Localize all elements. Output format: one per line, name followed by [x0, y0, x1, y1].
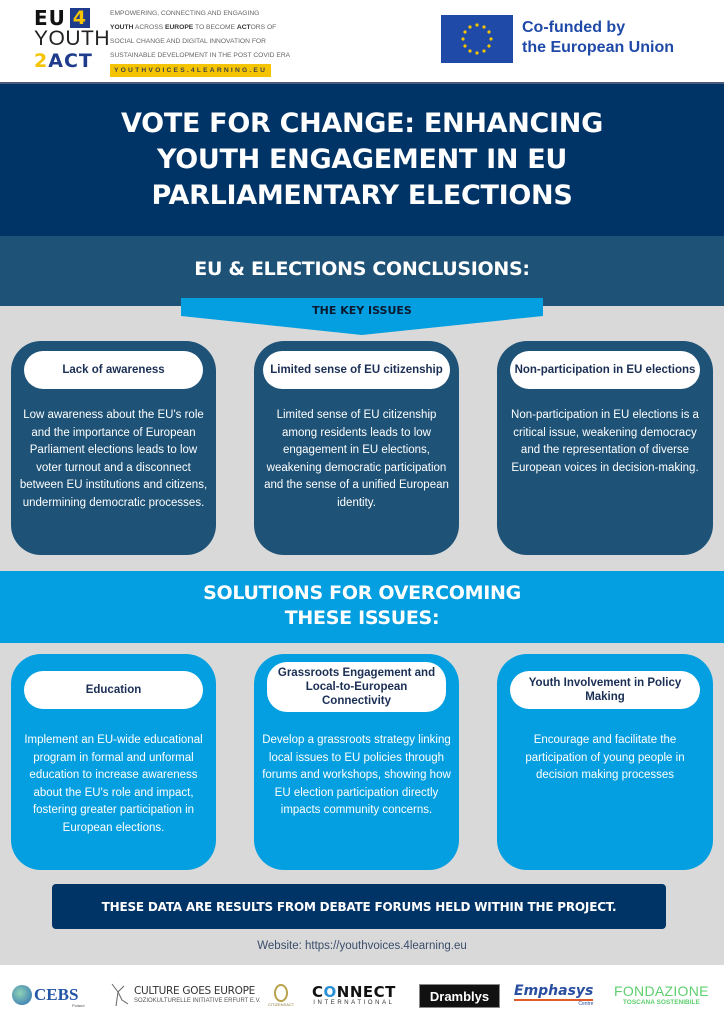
title-line-2: YOUTH ENGAGEMENT IN EU [156, 144, 568, 175]
issue-card-body: Low awareness about the EU's role and the importance of European Parliament elections leads to low voter turnout and a disconnect between EU institutions and citizens, undermining democratic processes. [19, 409, 208, 509]
fondazione-name: FONDAZIONE [614, 983, 709, 999]
solutions-heading [0, 581, 724, 631]
cofunded-label [522, 18, 674, 58]
issue-card-non-participation [497, 341, 713, 555]
partner-logo-emphasys[interactable] [514, 980, 593, 1010]
issue-card-awareness [11, 341, 216, 555]
issue-card-title: Limited sense of EU citizenship [263, 351, 450, 389]
logo-act-text: ACT [48, 50, 93, 72]
issue-card-title: Lack of awareness [24, 351, 203, 389]
partner-logo-connect-international[interactable] [312, 980, 396, 1010]
data-source-note: THESE DATA ARE RESULTS FROM DEBATE FORUMS HELD WITHIN THE PROJECT. [52, 884, 666, 929]
connect-rest: NNECT [336, 983, 396, 1001]
solution-card-grassroots [254, 654, 459, 870]
solutions-heading-line-1: SOLUTIONS FOR OVERCOMING [203, 582, 521, 604]
eu4youth2act-logo [34, 6, 110, 74]
solution-card-youth-policy [497, 654, 713, 870]
header [0, 0, 724, 82]
tagline-youth: YOUTH [110, 24, 134, 31]
tagline-to-become: TO BECOME [193, 24, 237, 31]
solution-card-title: Grassroots Engagement and Local-to-European Connectivity [267, 662, 446, 712]
partner-logo-culture-goes-europe[interactable] [108, 980, 261, 1010]
project-tagline [110, 7, 300, 78]
issue-card-body: Non-participation in EU elections is a critical issue, weakening democracy and the representation of diverse European voices in decision-making. [511, 409, 699, 474]
solution-card-body: Encourage and facilitate the participation of young people in decision making processes [525, 734, 685, 782]
tagline-ors-of: ORS OF [250, 24, 277, 31]
key-issues-ribbon [181, 298, 543, 335]
logo-2-text: 2 [34, 50, 49, 72]
connect-name [312, 984, 396, 1000]
citizensact-emblem-icon [274, 984, 288, 1002]
fondazione-sub: TOSCANA SOSTENIBILE [622, 999, 700, 1006]
partner-logo-dramblys[interactable] [419, 984, 500, 1008]
connect-sub: INTERNATIONAL [313, 1000, 395, 1006]
tagline-across: ACROSS [133, 24, 165, 31]
tagline-europe: EUROPE [165, 24, 194, 31]
cebs-name: CEBS [34, 985, 79, 1004]
connect-o: O [323, 983, 337, 1001]
emphasys-name: Emphasys [514, 982, 594, 999]
solution-card-body: Develop a grassroots strategy linking local issues to EU policies through forums and workshops, showing how EU election participation directly impacts community concerns. [262, 734, 451, 817]
logo-youth-text: YOUTH [34, 27, 110, 50]
issue-card-citizenship [254, 341, 459, 555]
cge-sub: SOZIOKULTURELLE INITIATIVE ERFURT E.V. [134, 997, 261, 1004]
tagline-line-1: EMPOWERING, CONNECTING AND ENGAGING [110, 10, 260, 17]
conclusions-heading: EU & ELECTIONS CONCLUSIONS: [194, 258, 530, 280]
page-title [0, 106, 724, 214]
dancer-figure-icon [108, 982, 130, 1008]
partner-logo-cebs[interactable] [12, 980, 85, 1010]
solution-card-title: Youth Involvement in Policy Making [510, 671, 700, 709]
title-line-3: PARLIAMENTARY ELECTIONS [151, 180, 573, 211]
partner-logo-fondazione-toscana[interactable] [614, 980, 709, 1010]
cebs-sub: Poland [72, 1003, 85, 1008]
conclusions-banner [0, 236, 724, 306]
tagline-line-2 [110, 21, 300, 35]
citizensact-name: CITIZENSACT [268, 1001, 295, 1007]
solution-card-education [11, 654, 216, 870]
issue-card-body: Limited sense of EU citizenship among residents leads to low engagement in EU elections, weakening democratic participation and the sense of a unified European identity. [264, 409, 449, 509]
partner-logo-citizensact[interactable] [268, 980, 294, 1010]
title-banner [0, 82, 724, 236]
website-link[interactable]: Website: https://youthvoices.4learning.eu [257, 940, 467, 952]
emphasys-sub: Centre [578, 1000, 594, 1007]
logo-4-badge: 4 [70, 8, 90, 28]
solution-card-body: Implement an EU-wide educational program in formal and unformal education to increase awareness about the EU's role and impact, fostering greater participation in European elections. [24, 734, 203, 834]
globe-icon [12, 985, 32, 1005]
cge-name: CULTURE GOES EUROPE [134, 984, 255, 997]
title-line-1: VOTE FOR CHANGE: ENHANCING [121, 108, 603, 139]
dramblys-name: Dramblys [429, 988, 490, 1004]
solution-card-title: Education [24, 671, 203, 709]
key-issues-label: THE KEY ISSUES [312, 304, 412, 317]
tagline-line-3: SOCIAL CHANGE AND DIGITAL INNOVATION FOR [110, 38, 266, 45]
solutions-heading-line-2: THESE ISSUES: [284, 607, 440, 629]
eu-flag-icon [441, 15, 513, 63]
cofunded-line-2: the European Union [522, 39, 674, 56]
project-url-badge[interactable]: YOUTHVOICES.4LEARNING.EU [110, 64, 271, 77]
connect-c: C [312, 983, 324, 1001]
tagline-act: ACT [236, 24, 251, 31]
cofunded-line-1: Co-funded by [522, 19, 626, 36]
logo-eu-text: EU [34, 6, 66, 30]
issue-card-title: Non-participation in EU elections [510, 351, 700, 389]
solutions-banner [0, 571, 724, 643]
partner-logos-bar [0, 965, 724, 1024]
tagline-line-4: SUSTAINABLE DEVELOPMENT IN THE POST COVID ERA [110, 52, 291, 59]
